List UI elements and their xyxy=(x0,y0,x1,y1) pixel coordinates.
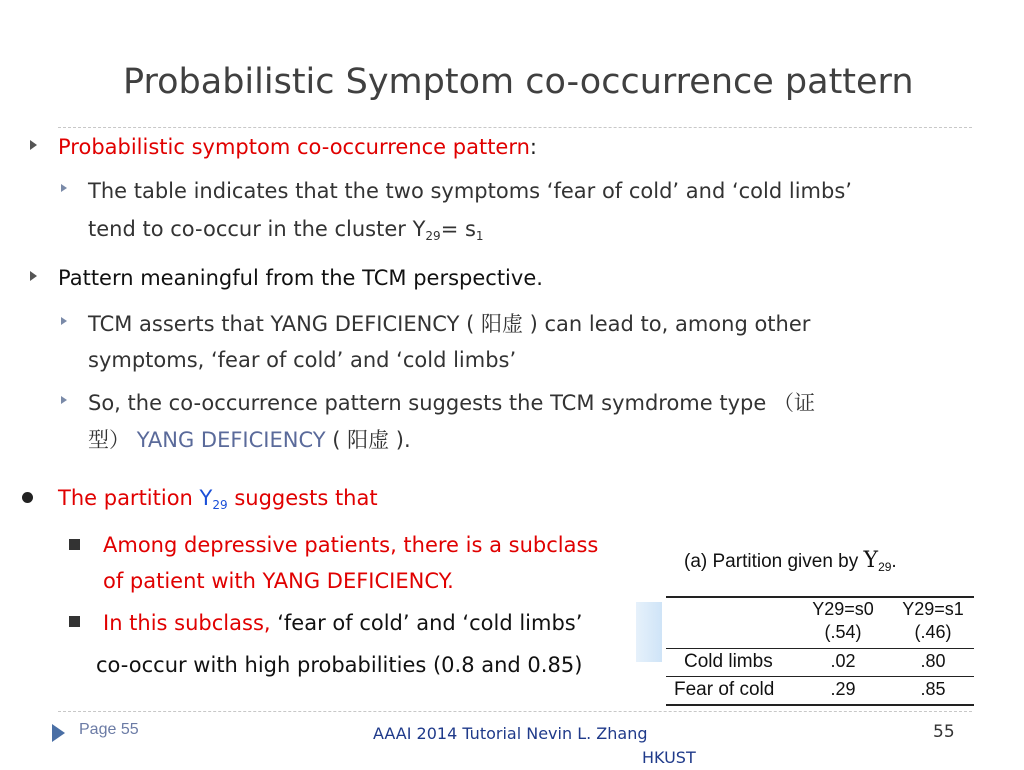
partition-variable: Y xyxy=(199,486,213,510)
table-row-rule xyxy=(666,676,974,677)
cluster-state-text: = s xyxy=(440,217,476,241)
sub-bullet-this-subclass-line1 xyxy=(103,605,582,641)
row-label-cold-limbs: Cold limbs xyxy=(684,651,773,672)
bullet-arrow-icon xyxy=(30,140,37,150)
caption-text: (a) Partition given by xyxy=(684,551,864,572)
bottom-divider xyxy=(58,711,972,712)
sub-bullet-tcm-asserts-line2: symptoms, ‘fear of cold’ and ‘cold limbs’ xyxy=(88,348,517,372)
row-label-fear-of-cold: Fear of cold xyxy=(674,679,775,700)
decorative-gradient-strip xyxy=(636,602,662,662)
sub-bullet-square-icon xyxy=(69,539,80,550)
sub-bullet-so-line2 xyxy=(88,422,411,458)
cluster-subscript: 29 xyxy=(425,229,441,243)
syndrome-type-text: 型） xyxy=(88,428,130,452)
sub-bullet-arrow-icon xyxy=(61,184,67,192)
bullet-dot-icon xyxy=(22,492,33,503)
table-header-rule xyxy=(666,648,974,649)
state-subscript: 1 xyxy=(475,229,484,243)
partition-table-caption xyxy=(684,548,897,573)
cell-fear-of-cold-s0: .29 xyxy=(830,679,856,699)
caption-variable-subscript: 29 xyxy=(878,560,892,574)
cell-fear-of-cold-s1: .85 xyxy=(920,679,946,699)
top-divider xyxy=(58,127,972,128)
partition-table-image xyxy=(664,538,976,710)
footer-attribution-line1: AAAI 2014 Tutorial Nevin L. Zhang xyxy=(373,724,648,743)
sub-bullet-table-indicates-line2 xyxy=(88,211,484,247)
caption-variable: Y xyxy=(863,548,879,573)
slide-title: Probabilistic Symptom co-occurrence pattern xyxy=(123,62,914,102)
yang-deficiency-term: YANG DEFICIENCY xyxy=(136,428,326,452)
column-header-s1: Y29=s1 xyxy=(902,599,964,619)
yang-deficiency-chinese: ( 阳虚 ). xyxy=(325,428,411,452)
sub-bullet-arrow-icon xyxy=(61,317,67,325)
cluster-text: tend to co-occur in the cluster Y xyxy=(88,217,426,241)
sub-bullet-table-indicates-line1: The table indicates that the two symptoms ‘fear of cold’ and ‘cold limbs’ xyxy=(88,179,852,203)
caption-period: . xyxy=(891,551,897,572)
cell-cold-limbs-s0: .02 xyxy=(830,651,856,671)
table-top-rule xyxy=(666,596,974,598)
bullet-symptom-pattern xyxy=(58,129,537,165)
table-bottom-rule xyxy=(666,704,974,706)
footer-page-number: 55 xyxy=(933,722,955,742)
this-subclass-red-text: In this subclass, xyxy=(103,611,278,635)
this-subclass-symptoms-text: ‘fear of cold’ and ‘cold limbs’ xyxy=(277,611,583,635)
sub-bullet-tcm-asserts-line1: TCM asserts that YANG DEFICIENCY ( 阳虚 ) can lead to, among other xyxy=(88,312,811,336)
bullet-partition xyxy=(58,480,378,516)
column-header-s0: Y29=s0 xyxy=(812,599,874,619)
sub-bullet-subclass-line1: Among depressive patients, there is a subclass xyxy=(103,533,599,557)
bullet-colon: : xyxy=(529,135,537,159)
sub-bullet-so-line1: So, the co-occurrence pattern suggests the TCM symdrome type （证 xyxy=(88,391,815,415)
sub-bullet-this-subclass-line2: co-occur with high probabilities (0.8 and 0.85) xyxy=(96,653,583,677)
footer-attribution xyxy=(373,722,696,770)
sub-bullet-subclass-line2: of patient with YANG DEFICIENCY. xyxy=(103,569,454,593)
footer-page-label: Page 55 xyxy=(79,721,139,738)
column-prob-s1: (.46) xyxy=(914,622,952,642)
bullet-tcm-perspective: Pattern meaningful from the TCM perspective. xyxy=(58,266,543,290)
bullet-arrow-icon xyxy=(30,271,37,281)
cell-cold-limbs-s1: .80 xyxy=(920,651,946,671)
footer-attribution-line2: HKUST xyxy=(642,748,696,767)
partition-text-post: suggests that xyxy=(227,486,378,510)
column-prob-s0: (.54) xyxy=(824,622,862,642)
sub-bullet-arrow-icon xyxy=(61,396,67,404)
footer-arrow-icon xyxy=(52,724,65,742)
sub-bullet-square-icon xyxy=(69,616,80,627)
partition-variable-subscript: 29 xyxy=(212,498,228,512)
bullet-symptom-pattern-label: Probabilistic symptom co-occurrence pattern xyxy=(58,135,530,159)
partition-text-pre: The partition xyxy=(58,486,200,510)
